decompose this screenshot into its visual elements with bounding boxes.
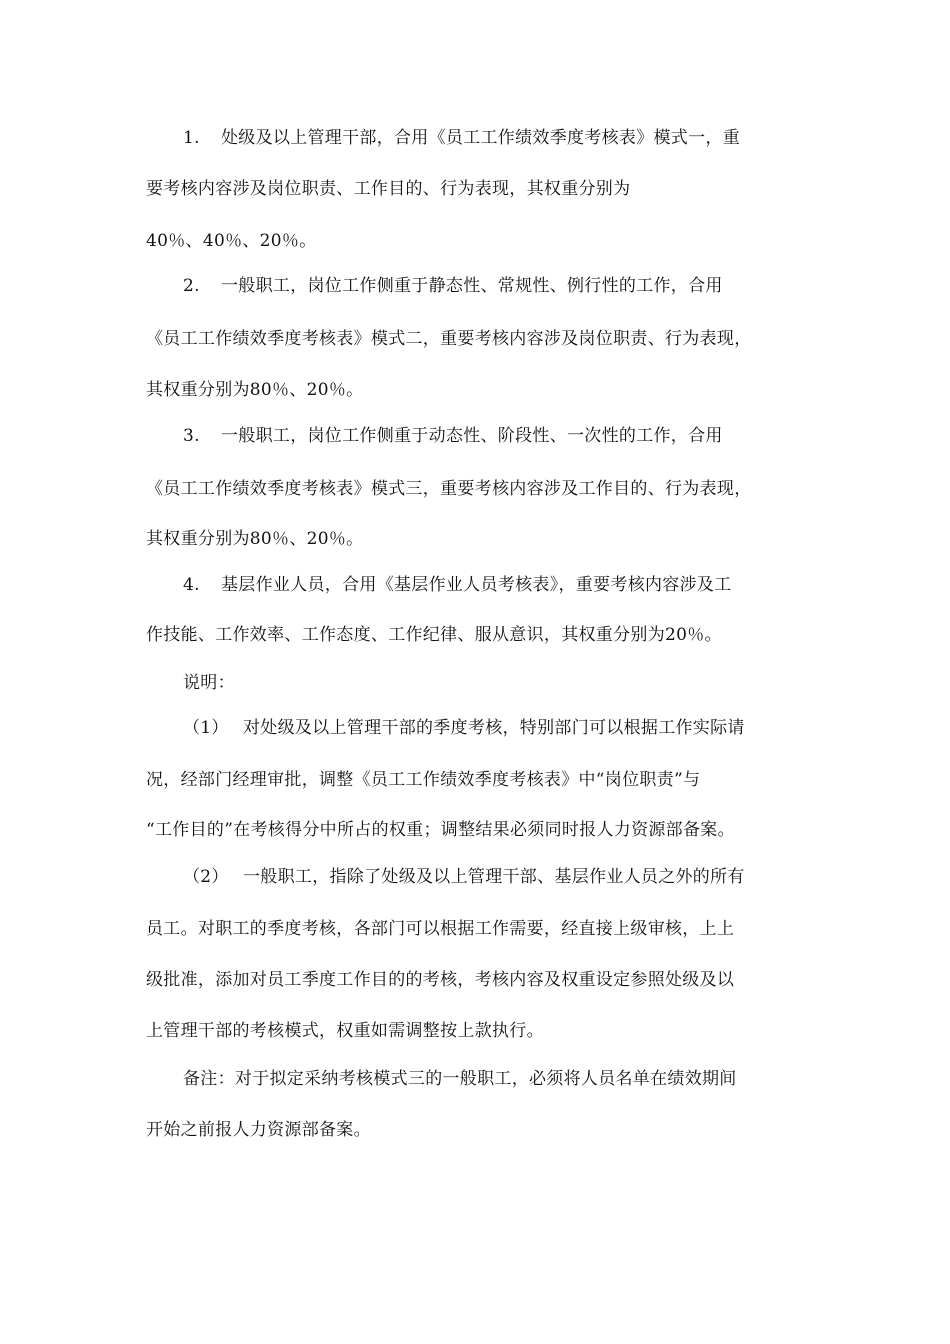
item-4-number: 4. <box>183 575 200 595</box>
item-3-line-3: 其权重分别为80％、20％。 <box>146 529 364 549</box>
item-1-line-3: 40％、40％、20％。 <box>146 231 317 251</box>
note-2-text: 一般职工，指除了处级及以上管理干部、基层作业人员之外的所有 <box>243 867 745 887</box>
item-2-text: 一般职工，岗位工作侧重于静态性、常规性、例行性的工作，合用 <box>221 276 723 296</box>
item-3-line-1 <box>183 424 853 448</box>
explanation-heading: 说明： <box>183 673 235 693</box>
item-2-line-3: 其权重分别为80％、20％。 <box>146 380 364 400</box>
note-1-line-1 <box>183 716 853 740</box>
item-4-line-2: 作技能、工作效率、工作态度、工作纪律、服从意识，其权重分别为20％。 <box>146 625 722 645</box>
item-1-line-1 <box>183 126 853 150</box>
item-2-number: 2. <box>183 276 200 296</box>
note-2-line-2: 员工。对职工的季度考核，各部门可以根据工作需要，经直接上级审核，上上 <box>146 919 735 939</box>
remark-line-1: 备注：对于拟定采纳考核模式三的一般职工，必须将人员名单在绩效期间 <box>183 1069 737 1089</box>
note-2-line-4: 上管理干部的考核模式，权重如需调整按上款执行。 <box>146 1021 544 1041</box>
note-2-number: （2） <box>183 867 229 887</box>
note-1-line-2: 况，经部门经理审批，调整《员工工作绩效季度考核表》中“岗位职责”与 <box>146 770 701 790</box>
note-1-number: （1） <box>183 718 229 738</box>
remark-line-2: 开始之前报人力资源部备案。 <box>146 1120 371 1140</box>
item-3-text: 一般职工，岗位工作侧重于动态性、阶段性、一次性的工作，合用 <box>221 426 723 446</box>
item-4-line-1 <box>183 573 853 597</box>
item-2-line-1 <box>183 274 853 298</box>
item-2-line-2: 《员工工作绩效季度考核表》模式二，重要考核内容涉及岗位职责、行为表现， <box>146 329 752 349</box>
item-1-line-2: 要考核内容涉及岗位职责、工作目的、行为表现，其权重分别为 <box>146 179 631 199</box>
note-2-line-1 <box>183 865 853 889</box>
item-4-text: 基层作业人员，合用《基层作业人员考核表》，重要考核内容涉及工 <box>221 575 732 595</box>
item-3-line-2: 《员工工作绩效季度考核表》模式三，重要考核内容涉及工作目的、行为表现， <box>146 479 752 499</box>
item-1-text: 处级及以上管理干部，合用《员工工作绩效季度考核表》模式一，重 <box>221 128 740 148</box>
note-1-text: 对处级及以上管理干部的季度考核，特别部门可以根据工作实际请 <box>243 718 745 738</box>
note-1-line-3: “工作目的”在考核得分中所占的权重；调整结果必须同时报人力资源部备案。 <box>146 820 735 840</box>
item-3-number: 3. <box>183 426 200 446</box>
note-2-line-3: 级批准，添加对员工季度工作目的的考核，考核内容及权重设定参照处级及以 <box>146 970 735 990</box>
item-1-number: 1. <box>183 128 200 148</box>
